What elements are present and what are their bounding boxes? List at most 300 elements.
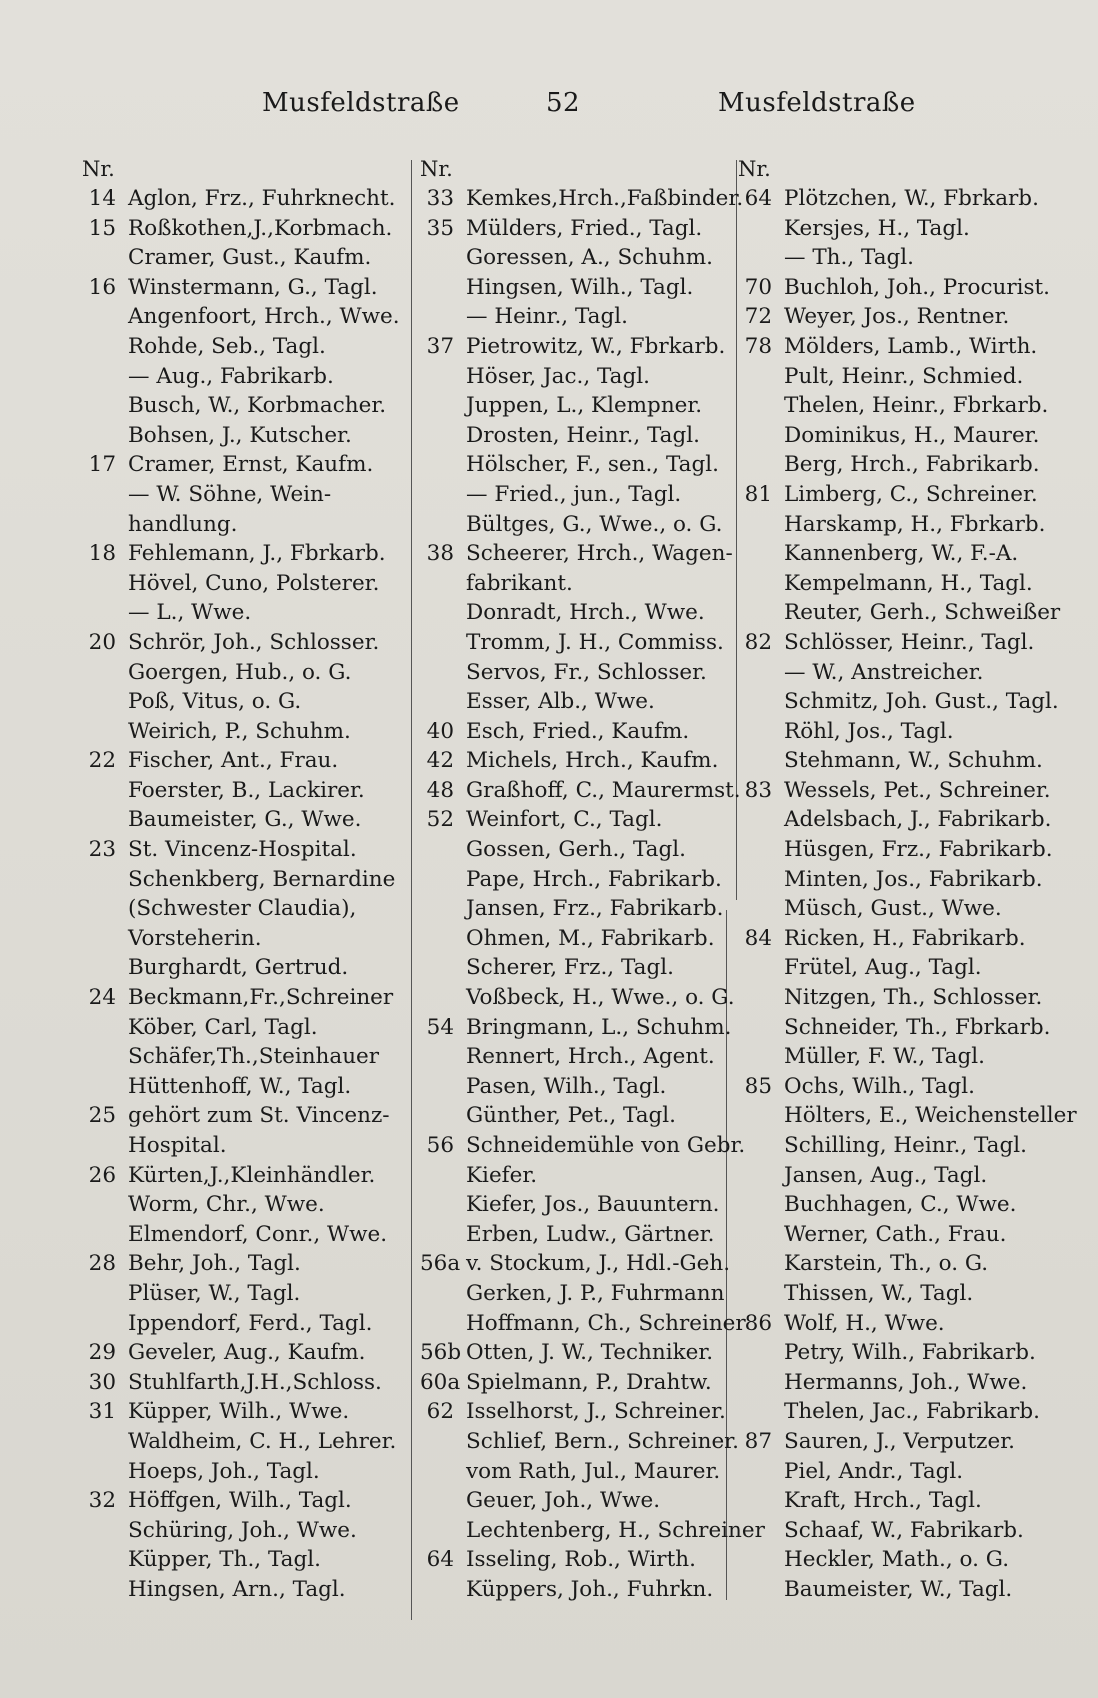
directory-entry [738, 1486, 1066, 1516]
directory-entry [82, 1279, 404, 1309]
resident-text: Esch, Fried., Kaufm. [466, 718, 690, 744]
directory-entry [82, 539, 404, 569]
house-number [420, 983, 466, 1013]
resident-text: Kemkes,Hrch.,Faßbinder. [466, 186, 744, 211]
house-number: 83 [744, 777, 772, 803]
directory-entry [420, 658, 732, 688]
directory-entry [738, 480, 1066, 510]
house-number [420, 480, 466, 510]
resident-text: Plötzchen, W., Fbrkarb. [784, 186, 1039, 211]
house-number [738, 510, 784, 540]
house-number [420, 421, 466, 451]
house-number [82, 1042, 128, 1072]
directory-entry [82, 510, 404, 540]
directory-entry [420, 450, 732, 480]
house-number: 48 [426, 777, 454, 803]
resident-text: Schneider, Th., Fbrkarb. [784, 1014, 1051, 1040]
resident-text: Schneidemühle von Gebr. [466, 1133, 746, 1158]
resident-text: — Heinr., Tagl. [466, 304, 628, 330]
house-number: 20 [88, 629, 116, 655]
house-number [420, 835, 466, 865]
house-number [82, 569, 128, 599]
house-number [738, 687, 784, 717]
resident-text: Baumeister, W., Tagl. [784, 1576, 1013, 1602]
house-number: 85 [744, 1073, 772, 1099]
house-number [738, 1457, 784, 1487]
house-number [738, 421, 784, 451]
directory-entry [738, 658, 1066, 688]
house-number [738, 1161, 784, 1191]
directory-entry [738, 687, 1066, 717]
house-number [738, 1190, 784, 1220]
directory-entry [738, 1427, 1066, 1457]
directory-entry [420, 184, 744, 214]
resident-text: Aglon, Frz., Fuhrknecht. [128, 186, 396, 211]
directory-entry [82, 1368, 404, 1398]
house-number [82, 1516, 128, 1546]
resident-text: Ochs, Wilh., Tagl. [784, 1073, 976, 1099]
resident-text: — L., Wwe. [128, 600, 252, 626]
house-number [738, 865, 784, 895]
directory-entry [420, 243, 732, 273]
directory-entry [738, 953, 1066, 983]
house-number [82, 1279, 128, 1309]
resident-text: Harskamp, H., Fbrkarb. [784, 511, 1046, 537]
resident-text: Voßbeck, H., Wwe., o. G. [466, 985, 735, 1011]
directory-entry [738, 1575, 1066, 1605]
resident-text: Angenfoort, Hrch., Wwe. [128, 304, 400, 330]
resident-text: Buchhagen, C., Wwe. [784, 1192, 1017, 1218]
house-number [82, 1013, 128, 1043]
directory-entry [738, 302, 1066, 332]
resident-text: Weyer, Jos., Rentner. [784, 304, 1010, 330]
house-number [82, 362, 128, 392]
resident-text: Kempelmann, H., Tagl. [784, 570, 1033, 596]
house-number [738, 391, 784, 421]
resident-text: Baumeister, G., Wwe. [128, 807, 362, 833]
house-number: 38 [426, 541, 454, 567]
directory-entry [738, 184, 1066, 214]
house-number [738, 1101, 784, 1131]
resident-text: Stuhlfarth,J.H.,Schloss. [128, 1369, 382, 1395]
directory-entry [420, 1220, 732, 1250]
resident-text: Geveler, Aug., Kaufm. [128, 1340, 366, 1366]
directory-entry [82, 1101, 404, 1131]
resident-text: Fischer, Ant., Frau. [128, 748, 339, 774]
directory-column-3 [738, 154, 1077, 1605]
house-number [420, 1575, 466, 1605]
house-number: 35 [426, 215, 454, 241]
house-number: 84 [744, 925, 772, 951]
house-number: 78 [744, 333, 772, 359]
house-number [420, 658, 466, 688]
directory-entry [82, 1249, 404, 1279]
resident-text: Limberg, C., Schreiner. [784, 481, 1038, 507]
resident-text: Worm, Chr., Wwe. [128, 1192, 325, 1218]
resident-text: Köber, Carl, Tagl. [128, 1014, 318, 1040]
house-number [82, 953, 128, 983]
directory-entry [738, 983, 1066, 1013]
directory-column-1 [82, 154, 404, 1605]
directory-entry [82, 421, 404, 451]
directory-entry [420, 894, 732, 924]
house-number: 60a [420, 1369, 461, 1395]
resident-text: Servos, Fr., Schlosser. [466, 659, 707, 685]
directory-entry [82, 1190, 404, 1220]
resident-text: Poß, Vitus, o. G. [128, 689, 302, 715]
directory-entry [82, 1457, 404, 1487]
house-number [420, 510, 466, 540]
resident-text: Piel, Andr., Tagl. [784, 1458, 964, 1484]
resident-text: Kannenberg, W., F.-A. [784, 541, 1019, 567]
resident-text: Juppen, L., Klempner. [466, 393, 703, 419]
resident-text: Weirich, P., Schuhm. [128, 718, 351, 744]
directory-entry [420, 569, 732, 599]
house-number [82, 243, 128, 273]
resident-text: Rohde, Seb., Tagl. [128, 333, 326, 359]
house-number [420, 273, 466, 303]
resident-text: Drosten, Heinr., Tagl. [466, 422, 700, 448]
directory-entry [420, 1309, 746, 1339]
house-number [738, 1131, 784, 1161]
directory-entry [738, 421, 1066, 451]
directory-entry [82, 776, 404, 806]
directory-entry [420, 1427, 739, 1457]
house-number: 40 [426, 718, 454, 744]
house-number: 52 [426, 807, 454, 833]
resident-text: gehört zum St. Vincenz- [128, 1103, 390, 1129]
resident-text: Pasen, Wilh., Tagl. [466, 1073, 667, 1099]
resident-text: Küppers, Joh., Fuhrkn. [466, 1576, 714, 1602]
house-number: 86 [744, 1310, 772, 1336]
directory-entry [738, 1161, 1066, 1191]
resident-text: Buchloh, Joh., Procurist. [784, 274, 1051, 300]
resident-text: (Schwester Claudia), [128, 896, 357, 922]
house-number: 29 [88, 1340, 116, 1366]
resident-text: Michels, Hrch., Kaufm. [466, 748, 719, 774]
house-number [82, 1072, 128, 1102]
directory-entry [738, 332, 1066, 362]
directory-entry [420, 1161, 732, 1191]
resident-text: Kiefer, Jos., Bauuntern. [466, 1192, 720, 1218]
directory-entry [82, 1131, 404, 1161]
resident-text: Hingsen, Arn., Tagl. [128, 1576, 346, 1602]
resident-text: Goergen, Hub., o. G. [128, 659, 352, 685]
resident-text: handlung. [128, 511, 238, 537]
directory-entry [82, 362, 404, 392]
directory-entry [738, 1516, 1066, 1546]
resident-text: Frütel, Aug., Tagl. [784, 955, 982, 981]
directory-entry [738, 1042, 1066, 1072]
resident-text: Vorsteherin. [128, 925, 262, 951]
resident-text: Scherer, Frz., Tagl. [466, 955, 674, 981]
resident-text: Spielmann, P., Drahtw. [466, 1369, 712, 1395]
house-number [82, 1575, 128, 1605]
house-number: 31 [88, 1399, 116, 1425]
directory-entry [420, 273, 732, 303]
resident-text: Müsch, Gust., Wwe. [784, 896, 1002, 922]
house-number [420, 1101, 466, 1131]
directory-entry [738, 1220, 1066, 1250]
resident-text: — Fried., jun., Tagl. [466, 481, 682, 507]
directory-entry [82, 450, 404, 480]
column-number-label: Nr. [420, 157, 453, 181]
resident-text: Dominikus, H., Maurer. [784, 422, 1040, 448]
directory-entry [82, 658, 404, 688]
resident-text: Schilling, Heinr., Tagl. [784, 1133, 1027, 1158]
directory-entry [420, 983, 735, 1013]
house-number [738, 717, 784, 747]
house-number: 15 [88, 215, 116, 241]
house-number: 81 [744, 481, 772, 507]
resident-text: Scheerer, Hrch., Wagen- [466, 541, 733, 567]
directory-entry [82, 598, 404, 628]
resident-text: Donradt, Hrch., Wwe. [466, 600, 705, 626]
house-number: 56a [420, 1251, 461, 1277]
house-number [738, 894, 784, 924]
directory-entry [82, 569, 404, 599]
directory-entry [420, 1072, 732, 1102]
resident-text: Werner, Cath., Frau. [784, 1221, 1007, 1247]
resident-text: Günther, Pet., Tagl. [466, 1103, 676, 1129]
house-number [420, 628, 466, 658]
house-number [420, 1516, 466, 1546]
directory-entry [738, 1101, 1077, 1131]
directory-entry [738, 243, 1066, 273]
resident-text: Höser, Jac., Tagl. [466, 363, 650, 389]
house-number [82, 1131, 128, 1161]
directory-entry [738, 450, 1066, 480]
directory-entry [738, 362, 1066, 392]
house-number [420, 1161, 466, 1191]
directory-entry [82, 1013, 404, 1043]
resident-text: Küpper, Wilh., Wwe. [128, 1399, 350, 1425]
directory-entry [738, 1457, 1066, 1487]
house-number [738, 1249, 784, 1279]
resident-text: Fehlemann, J., Fbrkarb. [128, 541, 386, 567]
house-number [420, 391, 466, 421]
house-number [420, 1220, 466, 1250]
directory-entry [738, 569, 1066, 599]
directory-entry [420, 1575, 732, 1605]
house-number [82, 598, 128, 628]
house-number [420, 924, 466, 954]
resident-text: Cramer, Ernst, Kaufm. [128, 452, 374, 478]
directory-entry [420, 1545, 732, 1575]
column-divider [411, 160, 412, 1620]
house-number [82, 1220, 128, 1250]
house-number [82, 805, 128, 835]
resident-text: Hingsen, Wilh., Tagl. [466, 274, 694, 300]
resident-text: Esser, Alb., Wwe. [466, 689, 655, 715]
house-number [420, 1190, 466, 1220]
resident-text: Thissen, W., Tagl. [784, 1280, 974, 1306]
directory-entry [82, 391, 404, 421]
resident-text: Reuter, Gerh., Schweißer [784, 600, 1061, 626]
house-number [420, 953, 466, 983]
resident-text: Wessels, Pet., Schreiner. [784, 777, 1051, 803]
resident-text: Hermanns, Joh., Wwe. [784, 1369, 1028, 1395]
house-number [738, 1516, 784, 1546]
house-number [82, 658, 128, 688]
house-number: 82 [744, 629, 772, 655]
house-number: 22 [88, 748, 116, 774]
resident-text: Jansen, Frz., Fabrikarb. [466, 896, 724, 922]
house-number [738, 598, 784, 628]
house-number [738, 1486, 784, 1516]
resident-text: Hoeps, Joh., Tagl. [128, 1458, 320, 1484]
directory-entry [420, 391, 732, 421]
directory-entry [420, 717, 732, 747]
directory-entry [420, 776, 741, 806]
house-number [738, 983, 784, 1013]
house-number [82, 717, 128, 747]
resident-text: Schenkberg, Bernardine [128, 866, 396, 892]
directory-entry [420, 362, 732, 392]
resident-text: Beckmann,Fr.,Schreiner [128, 985, 394, 1011]
house-number [738, 450, 784, 480]
house-number: 17 [88, 452, 116, 478]
house-number [420, 865, 466, 895]
resident-text: Winstermann, G., Tagl. [128, 274, 378, 300]
resident-text: Mölders, Lamb., Wirth. [784, 333, 1038, 359]
directory-entry [738, 717, 1066, 747]
house-number [738, 1013, 784, 1043]
resident-text: Hölscher, F., sen., Tagl. [466, 452, 719, 478]
house-number: 26 [88, 1162, 116, 1188]
resident-text: Hospital. [128, 1133, 227, 1158]
house-number [420, 894, 466, 924]
directory-entry [420, 421, 732, 451]
house-number [738, 1368, 784, 1398]
directory-entry [82, 953, 404, 983]
house-number [420, 687, 466, 717]
house-number: 24 [88, 985, 116, 1011]
resident-text: Hölters, E., Weichensteller [784, 1103, 1077, 1129]
house-number [738, 658, 784, 688]
directory-entry [738, 598, 1066, 628]
directory-entry [82, 1072, 404, 1102]
house-number: 64 [744, 186, 772, 211]
directory-entry [420, 865, 732, 895]
house-number [420, 450, 466, 480]
directory-entry [82, 805, 404, 835]
resident-text: Hoffmann, Ch., Schreiner [466, 1310, 746, 1336]
directory-entry [420, 1249, 732, 1279]
directory-entry [420, 1516, 765, 1546]
resident-text: St. Vincenz-Hospital. [128, 837, 357, 863]
house-number: 18 [88, 541, 116, 567]
directory-entry [82, 480, 404, 510]
house-number: 56b [420, 1340, 462, 1366]
resident-text: Otten, J. W., Techniker. [466, 1340, 714, 1366]
resident-text: Berg, Hrch., Fabrikarb. [784, 452, 1040, 478]
resident-text: Bohsen, J., Kutscher. [128, 422, 352, 448]
resident-text: — W., Anstreicher. [784, 659, 984, 685]
directory-entry [738, 1190, 1066, 1220]
resident-text: Graßhoff, C., Maurermst. [466, 777, 741, 803]
directory-entry [82, 1486, 404, 1516]
house-number: 62 [426, 1399, 454, 1425]
resident-text: Rennert, Hrch., Agent. [466, 1044, 715, 1070]
house-number: 16 [88, 274, 116, 300]
house-number: 64 [426, 1547, 454, 1573]
house-number [82, 687, 128, 717]
resident-text: Pietrowitz, W., Fbrkarb. [466, 333, 726, 359]
directory-entry [738, 1338, 1066, 1368]
house-number [420, 1042, 466, 1072]
house-number [738, 805, 784, 835]
directory-entry [738, 391, 1066, 421]
resident-text: Goressen, A., Schuhm. [466, 245, 713, 271]
resident-text: Karstein, Th., o. G. [784, 1251, 989, 1277]
directory-entry [82, 332, 404, 362]
resident-text: Ohmen, M., Fabrikarb. [466, 925, 715, 951]
directory-entry [82, 1338, 404, 1368]
house-number [82, 1427, 128, 1457]
directory-entry [420, 1101, 732, 1131]
directory-entry [738, 805, 1066, 835]
house-number: 30 [88, 1369, 116, 1395]
house-number [420, 1072, 466, 1102]
resident-text: Geuer, Joh., Wwe. [466, 1488, 661, 1514]
directory-entry [82, 1309, 404, 1339]
resident-text: vom Rath, Jul., Maurer. [466, 1458, 721, 1484]
resident-text: Petry, Wilh., Fabrikarb. [784, 1340, 1036, 1366]
house-number [82, 302, 128, 332]
house-number: 42 [426, 748, 454, 774]
house-number: 23 [88, 837, 116, 863]
resident-text: Höffgen, Wilh., Tagl. [128, 1488, 352, 1514]
header-left-title: Musfeldstraße [262, 88, 460, 118]
directory-entry [420, 746, 732, 776]
resident-text: Elmendorf, Conr., Wwe. [128, 1221, 388, 1247]
house-number [738, 1220, 784, 1250]
directory-entry [738, 628, 1066, 658]
resident-text: Behr, Joh., Tagl. [128, 1251, 301, 1277]
house-number [82, 391, 128, 421]
resident-text: — Aug., Fabrikarb. [128, 363, 334, 389]
resident-text: Küpper, Th., Tagl. [128, 1547, 321, 1573]
directory-entry [738, 1279, 1066, 1309]
resident-text: Schüring, Joh., Wwe. [128, 1517, 357, 1543]
resident-text: Burghardt, Gertrud. [128, 955, 349, 981]
directory-entry [420, 687, 732, 717]
directory-entry [420, 628, 732, 658]
resident-text: Bültges, G., Wwe., o. G. [466, 511, 723, 537]
house-number [82, 332, 128, 362]
house-number: 54 [426, 1014, 454, 1040]
directory-entry [420, 1013, 732, 1043]
resident-text: Pape, Hrch., Fabrikarb. [466, 866, 722, 892]
directory-entry [738, 924, 1066, 954]
resident-text: Ricken, H., Fabrikarb. [784, 925, 1026, 951]
directory-entry [420, 539, 732, 569]
resident-text: Müller, F. W., Tagl. [784, 1044, 985, 1070]
directory-entry [738, 539, 1066, 569]
directory-entry [420, 953, 732, 983]
house-number [82, 1309, 128, 1339]
directory-entry [738, 1131, 1066, 1161]
resident-text: Thelen, Jac., Fabrikarb. [784, 1399, 1040, 1425]
directory-entry [420, 1397, 732, 1427]
house-number [738, 214, 784, 244]
resident-text: Stehmann, W., Schuhm. [784, 748, 1043, 774]
house-number: 87 [744, 1428, 772, 1454]
house-number [420, 243, 466, 273]
directory-entry [82, 273, 404, 303]
directory-entry [82, 1397, 404, 1427]
